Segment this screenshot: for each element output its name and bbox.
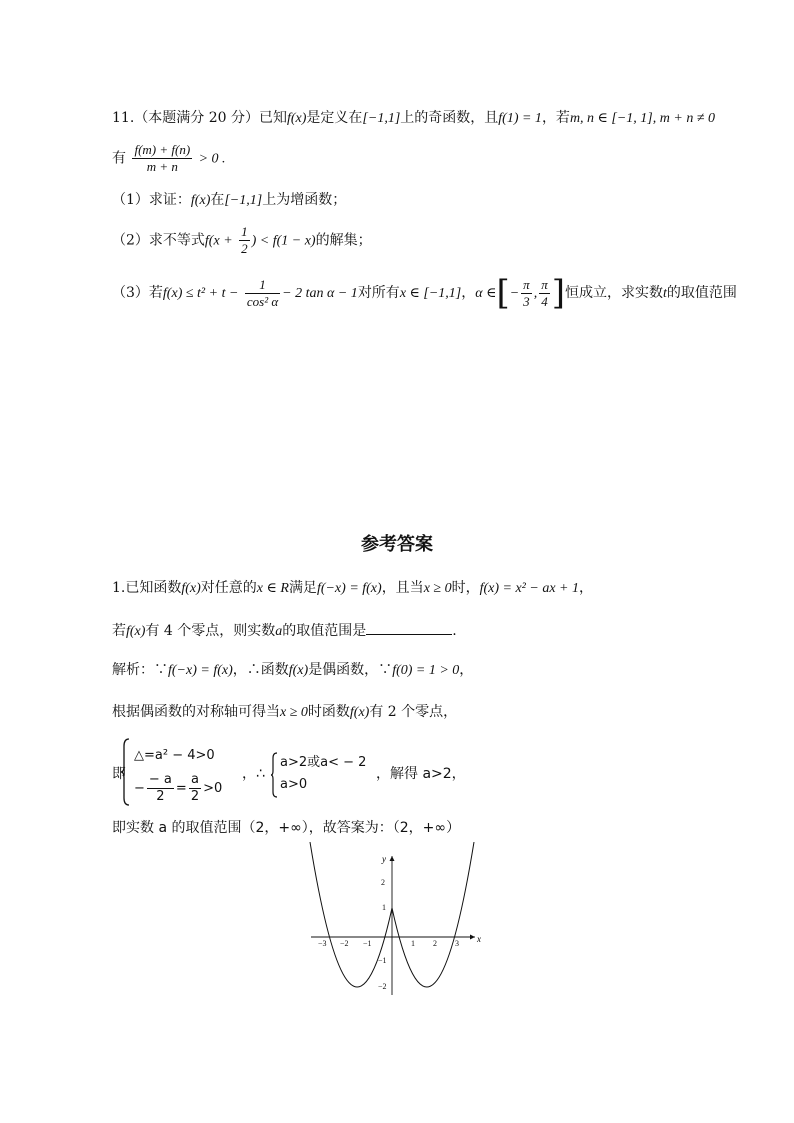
part1-label: （1）求证：: [112, 192, 191, 208]
curve-left-branch: [310, 842, 392, 987]
part3-end: 恒成立，求实数: [564, 285, 663, 301]
part2-half-den: 2: [241, 241, 248, 256]
part3-frac-den: cos² α: [246, 293, 279, 309]
ans-l2-a: 若: [112, 623, 126, 639]
x-axis-label: x: [477, 934, 481, 944]
part2-end: 的解集；: [315, 232, 372, 249]
part3-mid: 对所有: [357, 285, 400, 301]
q11-mn-cond: m, n ∈ [−1, 1], m + n ≠ 0: [569, 111, 715, 126]
ans-q1-a: 1.已知函数: [112, 580, 182, 596]
ans-q1-x0: x ≥ 0: [423, 581, 452, 596]
sys1-frac2: [189, 772, 201, 805]
x-tick-label: −1: [363, 939, 372, 948]
part3-frac: [245, 277, 280, 310]
x-axis-arrow-icon: [470, 935, 475, 940]
q11-if: ，若: [541, 110, 570, 126]
sym-b: 时函数: [307, 704, 350, 720]
ans-q1-line2: [112, 620, 457, 642]
q11-is-defined: 是定义在: [306, 110, 363, 126]
ans-solution-line: [112, 660, 473, 681]
q11-part1: [112, 190, 346, 211]
left-brace-icon: [270, 752, 278, 798]
sys2-row2: a>0: [280, 777, 308, 792]
ans-l2-avar: a: [275, 624, 283, 639]
q11-fraction: [132, 142, 192, 175]
sol-a: 解析：∵: [112, 662, 168, 678]
sys2-row1: a>2或a< − 2: [280, 755, 367, 770]
ans-l2-fx: f(x): [126, 624, 146, 639]
part3-xin: x ∈ [−1,1]: [399, 286, 462, 301]
q11-odd: 上的奇函数，且: [400, 110, 499, 126]
q11-frac-num: f(m) + f(n): [134, 142, 191, 157]
ans-q1-even: f(−x) = f(x): [316, 581, 382, 596]
part3-frac-num: 1: [245, 277, 280, 294]
part3-expr-b: − 2 tan α − 1: [282, 286, 358, 301]
x-tick-label: 1: [411, 939, 415, 948]
q11-line2: [112, 142, 226, 175]
sys1-row2-post: >0: [203, 781, 223, 796]
part1-text: 在: [210, 192, 225, 208]
q11-f1: f(1) = 1: [498, 111, 542, 126]
x-axis: [311, 935, 475, 940]
part3-tail: 的取值范围: [666, 285, 737, 301]
sol-d: ，: [459, 662, 474, 678]
sys1-frac1-num: − a: [148, 772, 172, 787]
part3-lo-den: 3: [523, 293, 530, 309]
ans-l2-c: 的取值范围是: [282, 623, 367, 639]
ans-l2-end: .: [452, 623, 457, 639]
sym-a: 根据偶函数的对称轴可得当: [112, 704, 280, 720]
sys1-frac2-num: a: [189, 772, 201, 789]
sys1-row1: △=a² − 4>0: [134, 748, 215, 763]
ans-q1-fx: f(x): [181, 581, 201, 596]
part2-expr-a: f(x +: [204, 233, 233, 249]
ans-q1-line1: [112, 578, 593, 599]
q11-prefix: 11.（本题满分 20 分）已知: [112, 110, 287, 126]
y-tick-label: 2: [381, 878, 385, 887]
x-tick-label: 2: [433, 939, 437, 948]
ans-q1-f: ，: [579, 580, 593, 596]
sym-c: 有 2 个零点，: [369, 704, 458, 720]
part2-expr-b: ) < f(1 − x): [251, 233, 316, 249]
part1-fx: f(x): [190, 193, 211, 208]
part3-comma: ，: [461, 285, 476, 301]
sol-even: f(−x) = f(x): [168, 663, 233, 678]
part2-half: [239, 224, 250, 257]
y-tick-label: −2: [378, 982, 387, 991]
part3-lo-num: π: [523, 276, 530, 292]
x-tick-label: −3: [318, 939, 327, 948]
ans-q1-xr: x ∈ R: [256, 581, 289, 596]
sol-f0: f(0) = 1 > 0: [392, 663, 460, 678]
sys1-eq: =: [175, 781, 187, 796]
sol-c: 是偶函数，∵: [308, 662, 393, 678]
ans-q1-def: f(x) = x² − ax + 1: [479, 581, 579, 596]
q11-line1: [112, 108, 715, 129]
part3-hi: [539, 277, 550, 310]
sym-x0: x ≥ 0: [280, 705, 308, 720]
part2-label: （2）求不等式: [112, 232, 205, 249]
solve-text: ，解得 a>2，: [376, 766, 466, 782]
part3-hi-num: π: [541, 276, 548, 292]
part3-hi-den: 4: [541, 293, 548, 309]
q11-part3: （3）若f(x) ≤ t² + t − $\frac{1}{\text{cos² α}}$ − 2 tan α − 1对所有x ∈ [−1,1]，α ∈[− $\frac{\pi}{3}$ , $\frac{\pi}{4}$ ]恒成立，求实数t的取值范围: [112, 273, 737, 313]
q11-frac-den: m + n: [146, 159, 178, 174]
y-tick-label: 1: [382, 903, 386, 912]
sol-b: ，∴函数: [232, 662, 289, 678]
q11-part2: [112, 224, 372, 257]
y-axis-arrow-icon: [390, 856, 395, 861]
sys1-frac1-den: 2: [156, 789, 165, 804]
sym-fx: f(x): [349, 705, 370, 720]
left-brace-icon: [120, 738, 130, 806]
ans-q1-c: 满足: [288, 580, 317, 596]
answer-blank: [366, 620, 452, 635]
part3-label: （3）若: [112, 285, 163, 301]
ans-symmetry-line: [112, 702, 457, 723]
therefore-symbol: ，∴: [242, 766, 265, 782]
sys1-frac2-den: 2: [190, 789, 200, 804]
y-axis: [390, 856, 395, 995]
function-graph: [305, 842, 485, 998]
x-tick-label: 3: [455, 939, 459, 948]
part3-left-bracket: [: [496, 273, 510, 313]
y-axis-label: y: [382, 854, 386, 864]
answers-title: 参考答案: [361, 534, 433, 555]
x-tick-label: −2: [340, 939, 349, 948]
part3-lo: [521, 277, 532, 310]
sys1-row2: [134, 772, 222, 804]
sys1-row2-pre: −: [134, 781, 145, 796]
ans-l2-b: 有 4 个零点，则实数: [145, 623, 276, 639]
q11-fx: f(x): [286, 111, 307, 126]
sys1-frac1: [147, 772, 174, 805]
ans-q1-d: ，且当: [381, 580, 424, 596]
part3-expr-a: f(x) ≤ t² + t −: [162, 286, 239, 301]
sol-fx: f(x): [288, 663, 309, 678]
part3-t: t: [662, 286, 667, 301]
ans-q1-b: 对任意的: [200, 580, 257, 596]
part1-end: 上为增函数；: [262, 192, 347, 208]
ans-q1-e: 时，: [451, 580, 480, 596]
part2-half-num: 1: [241, 224, 248, 239]
q11-gt0: > 0 .: [198, 151, 226, 167]
ji-label: 即: [112, 766, 126, 782]
q11-interval: [−1,1]: [362, 111, 401, 126]
curve-right-branch: [392, 842, 474, 987]
conclusion-line: 即实数 a 的取值范围（2，+∞），故答案为：（2，+∞）: [112, 820, 461, 836]
part3-alpha: α ∈: [475, 286, 497, 301]
part1-interval: [−1,1]: [224, 193, 263, 208]
y-tick-label: −1: [378, 956, 387, 965]
q11-you: 有: [112, 150, 126, 167]
part3-right-bracket: ]: [551, 273, 565, 313]
